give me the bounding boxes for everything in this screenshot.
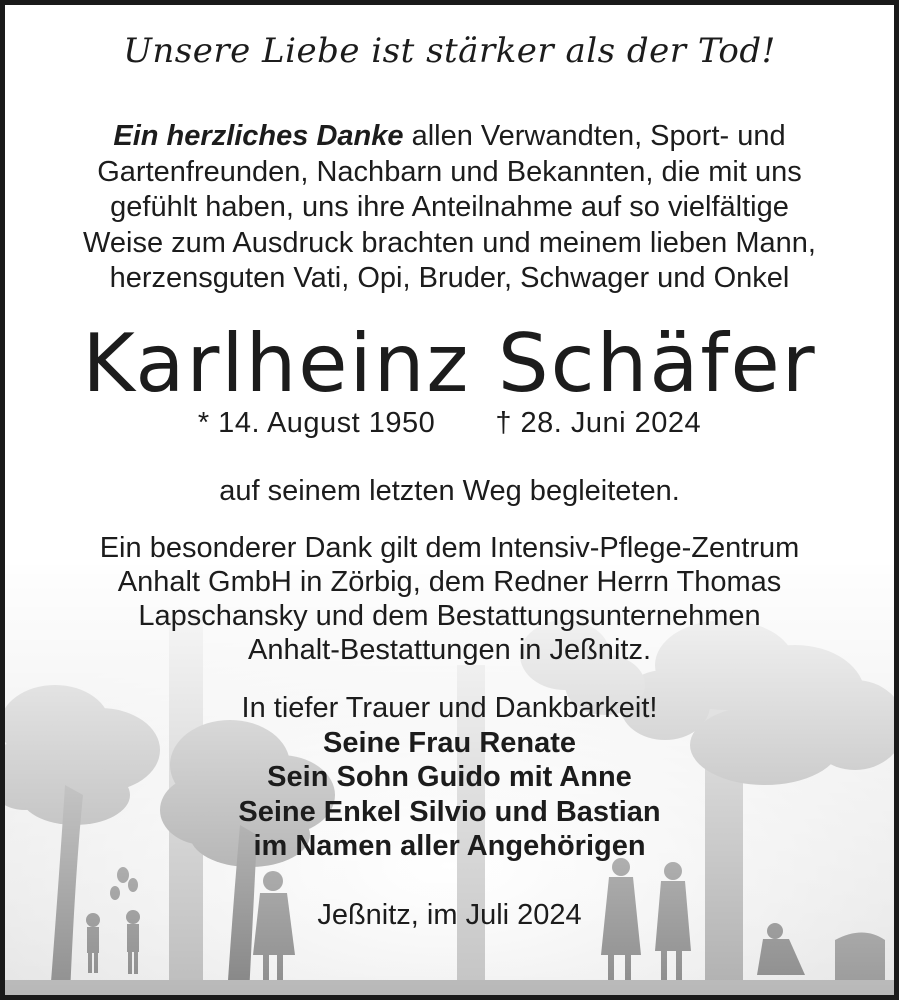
farewell-line: auf seinem letzten Weg begleiteten. (219, 475, 680, 507)
special-thanks-line: Ein besonderer Dank gilt dem Intensiv-Pflege-Zentrum (99, 532, 800, 564)
thanks-line-2: Gartenfreunden, Nachbarn und Bekannten, die mit uns (97, 155, 802, 188)
signer-line: im Namen aller Angehörigen (253, 830, 646, 862)
thanks-line-5: herzensguten Vati, Opi, Bruder, Schwager und Onkel (109, 262, 790, 294)
mourning-block (5, 691, 894, 864)
signer-line: Seine Enkel Silvio und Bastian (238, 795, 661, 828)
mourning-intro: In tiefer Trauer und Dankbarkeit! (241, 692, 658, 724)
thanks-paragraph (35, 119, 864, 297)
special-thanks-line: Anhalt GmbH in Zörbig, dem Redner Herrn Thomas (117, 566, 782, 598)
birth-date: * 14. August 1950 (197, 407, 436, 439)
thanks-lead: Ein herzliches Danke (113, 120, 404, 152)
special-thanks-line: Anhalt-Bestattungen in Jeßnitz. (247, 634, 651, 666)
thanks-line-3: gefühlt haben, uns ihre Anteilnahme auf so vielfältige (110, 191, 789, 223)
signer-line: Seine Frau Renate (322, 726, 577, 759)
thanks-line-1-rest: allen Verwandten, Sport- und (403, 120, 786, 152)
deceased-name: Karlheinz Schäfer (82, 317, 817, 410)
thanks-line-1 (35, 119, 864, 155)
motto-heading: Unsere Liebe ist stärker als der Tod! (123, 31, 776, 71)
thanks-line-4: Weise zum Ausdruck brachten und meinem lieben Mann, (83, 226, 816, 259)
special-thanks-paragraph (25, 531, 874, 667)
signer-line: Sein Sohn Guido mit Anne (267, 761, 632, 793)
life-dates (5, 407, 894, 440)
death-date: † 28. Juni 2024 (495, 407, 702, 439)
place-and-date: Jeßnitz, im Juli 2024 (317, 899, 582, 931)
special-thanks-line: Lapschansky und dem Bestattungsunternehmen (138, 600, 761, 632)
